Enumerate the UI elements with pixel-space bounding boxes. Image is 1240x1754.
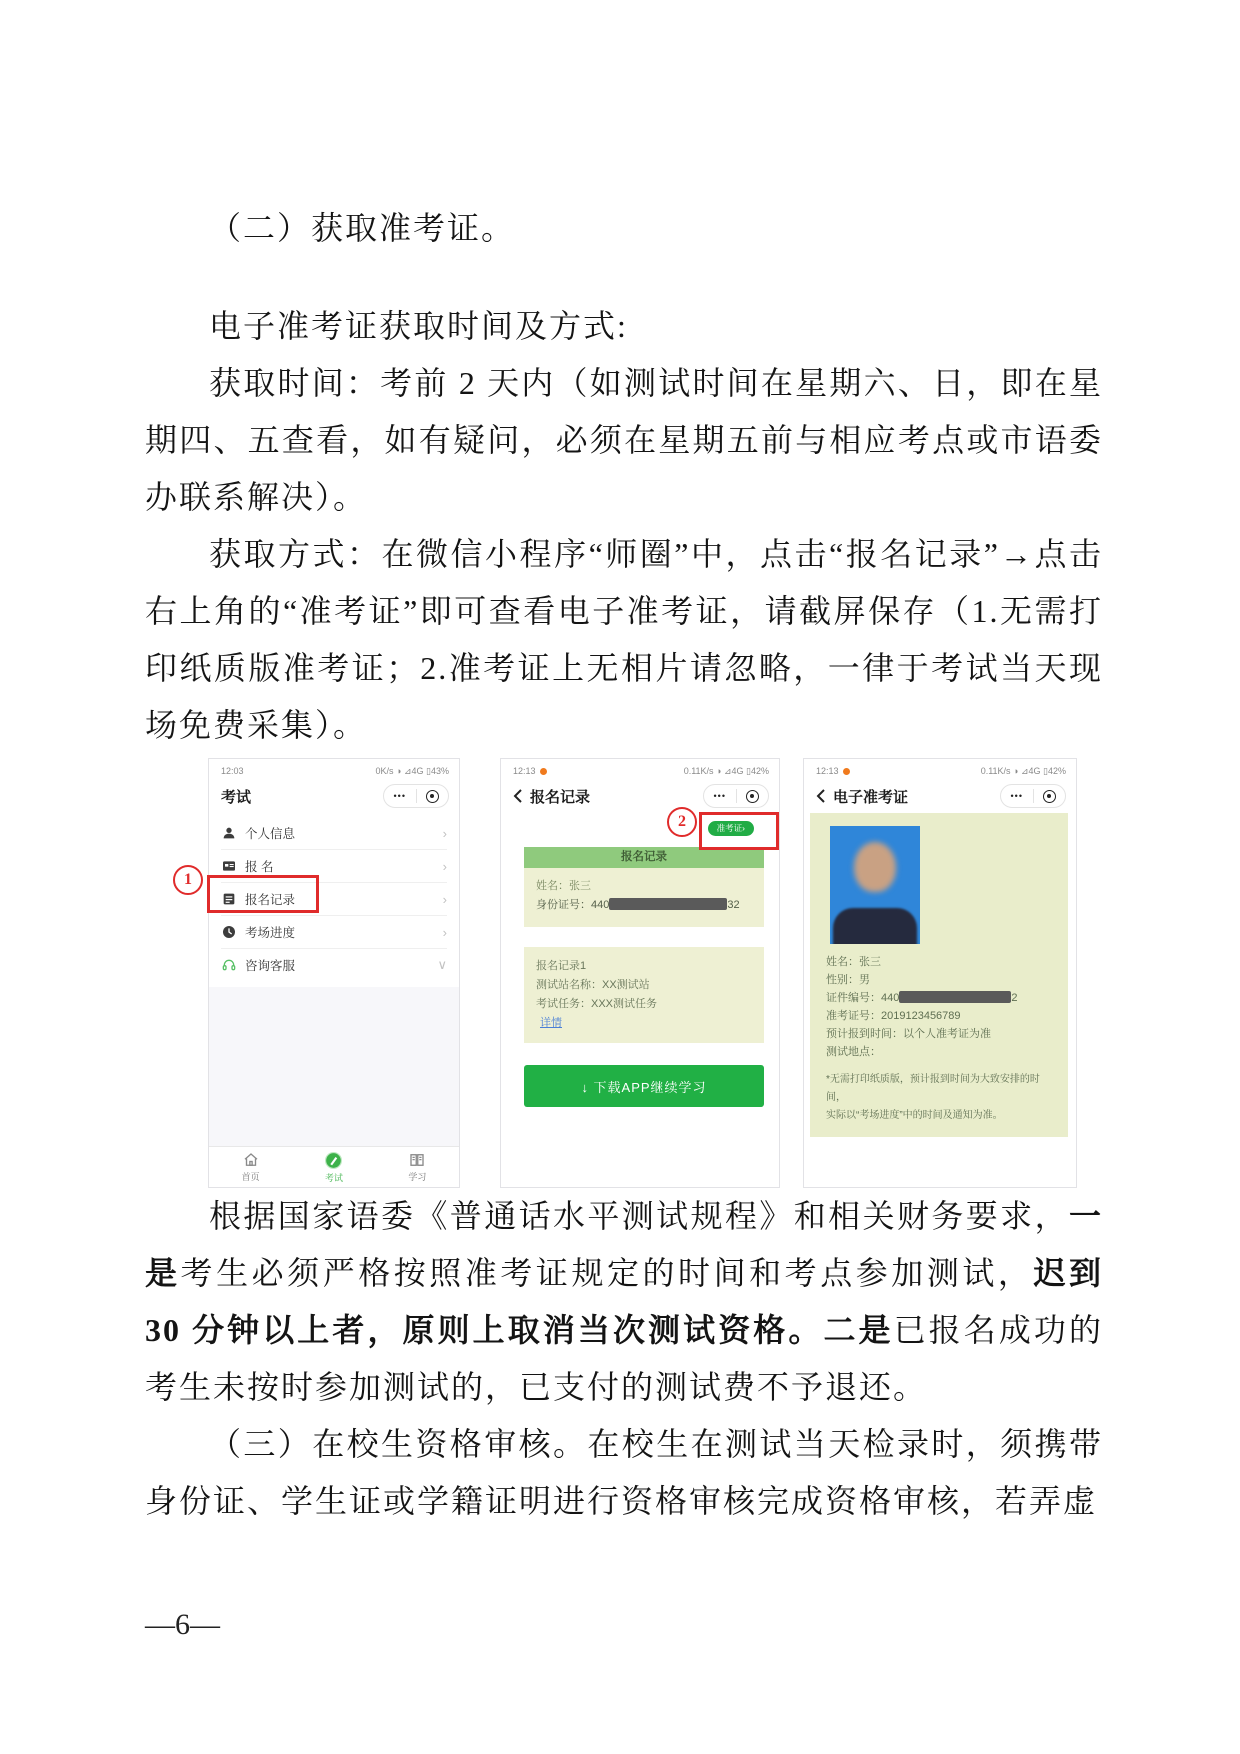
eticket-card bbox=[810, 813, 1068, 1137]
page-title: 考试 bbox=[221, 788, 252, 806]
close-target-icon[interactable] bbox=[1034, 790, 1066, 803]
close-target-icon[interactable] bbox=[737, 790, 769, 803]
screenshot-figure bbox=[145, 758, 1103, 1188]
book-icon bbox=[408, 1151, 426, 1169]
page-title: 报名记录 bbox=[530, 788, 591, 806]
wechat-capsule[interactable] bbox=[1000, 784, 1066, 808]
photo-shoulders bbox=[833, 908, 917, 944]
tab-exam[interactable] bbox=[292, 1147, 375, 1187]
field-location: 测试地点： bbox=[826, 1046, 881, 1058]
menu-item-personal-info[interactable] bbox=[221, 817, 447, 850]
id-photo bbox=[830, 826, 920, 944]
notification-dot bbox=[843, 768, 850, 775]
field-report-time: 预计报到时间：以个人准考证为准 bbox=[826, 1028, 991, 1040]
record-title: 报名记录1 bbox=[536, 960, 587, 972]
eticket-note: *无需打印纸质版，预计报到时间为大致安排的时间， 实际以“考场进度”中的时间及通知为准。 bbox=[826, 1074, 1040, 1121]
more-icon[interactable]: ••• bbox=[1010, 791, 1023, 801]
para-student-audit: （三）在校生资格审核。在校生在测试当天检录时，须携带身份证、学生证或学籍证明进行资格审核完成资格审核，若弄虚 bbox=[145, 1426, 1103, 1519]
photo-face bbox=[854, 842, 896, 892]
page-header bbox=[501, 779, 779, 813]
notification-dot bbox=[540, 768, 547, 775]
menu-item-customer-service[interactable] bbox=[221, 949, 447, 981]
annotation-circle-1: 1 bbox=[173, 865, 203, 895]
page-header bbox=[209, 779, 459, 813]
menu-item-label: 报名记录 bbox=[245, 893, 296, 907]
more-icon[interactable]: ••• bbox=[713, 791, 726, 801]
redaction-bar bbox=[609, 898, 727, 910]
page-number: —6— bbox=[145, 1608, 220, 1641]
detail-link[interactable]: 详情 bbox=[540, 1017, 562, 1029]
para-eticket-intro: 电子准考证获取时间及方式: bbox=[209, 308, 628, 344]
section-title-bar: 报名记录 bbox=[524, 847, 764, 868]
document-body bbox=[145, 200, 1103, 1530]
tab-label: 考试 bbox=[324, 1172, 343, 1183]
close-target-icon[interactable] bbox=[417, 790, 449, 803]
status-bar bbox=[501, 759, 779, 779]
status-indicators: 0.11K/s ◑ ⊿4G ▯42% bbox=[683, 765, 769, 776]
eticket-fields bbox=[826, 953, 1052, 1061]
status-bar bbox=[804, 759, 1076, 779]
chevron-right-icon: › bbox=[442, 858, 447, 874]
phone-screenshot-exam-menu bbox=[184, 758, 460, 1188]
para-obtain-method: 获取方式：在微信小程序“师圈”中，点击“报名记录”→点击右上角的“准考证”即可查看电子准考证，请截屏保存（1.无需打印纸质版准考证；2.准考证上无相片请忽略，一律于考试当天现场免费采集）。 bbox=[145, 536, 1103, 743]
status-indicators: 0.11K/s ◑ ⊿4G ▯42% bbox=[980, 765, 1066, 776]
phone-screenshot-register-records bbox=[500, 758, 780, 1188]
candidate-id: 身份证号：440 32 bbox=[536, 899, 740, 911]
page-header bbox=[804, 779, 1076, 813]
download-app-button[interactable]: ↓ 下载APP继续学习 bbox=[524, 1065, 764, 1107]
menu-item-label: 个人信息 bbox=[245, 827, 296, 841]
para-rules: 根据国家语委《普通话水平测试规程》和相关财务要求，一是考生必须严格按照准考证规定的时间和考点参加测试，迟到 30 分钟以上者，原则上取消当次测试资格。二是已报名成功的考生未按时参加测试的，已支付的测试费不予退还。 bbox=[145, 1198, 1103, 1405]
annotation-redbox-step1 bbox=[207, 875, 319, 913]
tab-label: 首页 bbox=[241, 1172, 260, 1182]
status-time: 12:13 bbox=[513, 766, 536, 776]
wechat-capsule[interactable] bbox=[383, 784, 449, 808]
field-id: 证件编号：440 2 bbox=[826, 992, 1018, 1004]
record-station: 测试站名称：XX测试站 bbox=[536, 979, 650, 991]
back-icon[interactable] bbox=[816, 789, 825, 803]
tab-label: 学习 bbox=[408, 1172, 427, 1182]
chevron-right-icon: › bbox=[442, 924, 447, 940]
empty-panel bbox=[209, 987, 459, 1146]
annotation-circle-2: 2 bbox=[667, 807, 697, 837]
field-ticket-number: 准考证号：2019123456789 bbox=[826, 1010, 961, 1022]
candidate-name: 姓名：张三 bbox=[536, 880, 591, 892]
tab-study[interactable] bbox=[376, 1147, 459, 1187]
back-icon[interactable] bbox=[513, 789, 522, 803]
record-task: 考试任务：XXX测试任务 bbox=[536, 998, 658, 1010]
menu-item-label: 报 名 bbox=[245, 860, 274, 874]
tab-bar bbox=[209, 1146, 459, 1187]
home-icon bbox=[242, 1151, 260, 1169]
field-name: 姓名：张三 bbox=[826, 956, 881, 968]
heading-section-2: （二）获取准考证。 bbox=[209, 210, 516, 246]
page-title: 电子准考证 bbox=[833, 788, 909, 806]
status-time: 12:03 bbox=[221, 766, 244, 776]
redaction-bar bbox=[899, 991, 1011, 1003]
more-icon[interactable]: ••• bbox=[393, 791, 406, 801]
chevron-right-icon: › bbox=[442, 891, 447, 907]
field-gender: 性别：男 bbox=[826, 974, 870, 986]
phone-screenshot-eticket bbox=[803, 758, 1077, 1188]
person-icon bbox=[221, 825, 237, 841]
menu-item-label: 咨询客服 bbox=[245, 959, 296, 973]
record-card bbox=[524, 947, 764, 1043]
annotation-redbox-step2 bbox=[699, 812, 779, 850]
candidate-card bbox=[524, 868, 764, 927]
eticket-pill-button[interactable]: 准考证› bbox=[708, 821, 754, 836]
status-indicators: 0K/s ◑ ⊿4G ▯43% bbox=[375, 765, 449, 776]
id-card-icon bbox=[221, 858, 237, 874]
para-obtain-time: 获取时间：考前 2 天内（如测试时间在星期六、日，即在星期四、五查看，如有疑问，必须在星期五前与相应考点或市语委办联系解决）。 bbox=[145, 365, 1103, 515]
chevron-right-icon: › bbox=[442, 825, 447, 841]
chevron-down-icon: ∨ bbox=[437, 957, 447, 972]
tab-home[interactable] bbox=[209, 1147, 292, 1187]
menu-item-exam-progress[interactable] bbox=[221, 916, 447, 949]
status-bar bbox=[209, 759, 459, 779]
status-time: 12:13 bbox=[816, 766, 839, 776]
wechat-capsule[interactable] bbox=[703, 784, 769, 808]
records-body bbox=[501, 813, 779, 1187]
menu-item-label: 考场进度 bbox=[245, 926, 296, 940]
clock-icon bbox=[221, 924, 237, 940]
exam-pen-icon bbox=[324, 1151, 343, 1170]
headset-icon bbox=[221, 957, 237, 973]
